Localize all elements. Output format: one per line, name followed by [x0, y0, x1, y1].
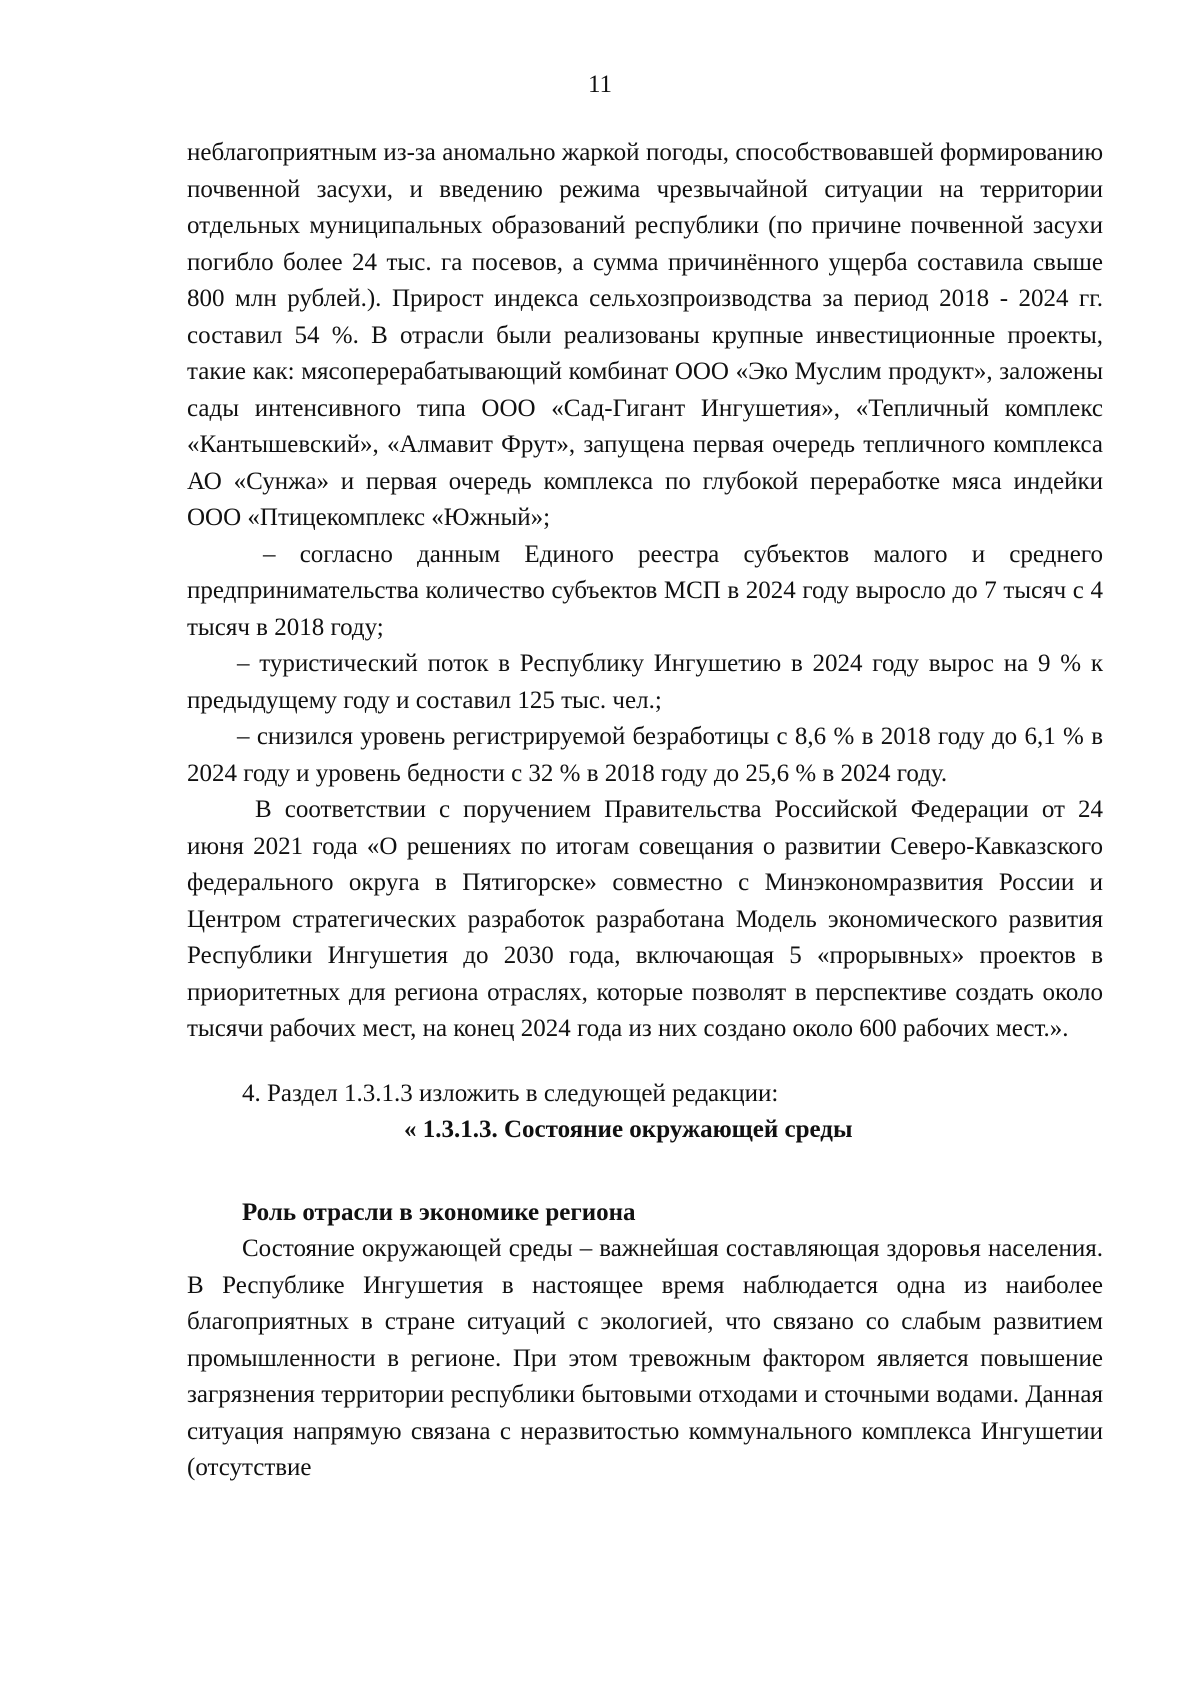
- document-body: [187, 135, 1103, 1487]
- list-item-msp: – согласно данным Единого реестра субъектов малого и среднего предпринимательства количество субъектов МСП в 2024 году выросло до 7 тысяч с 4 тысяч в 2018 году;: [187, 540, 1103, 641]
- amendment-item-4: 4. Раздел 1.3.1.3 изложить в следующей редакции:: [242, 1079, 779, 1107]
- list-item-unemployment: – снизился уровень регистрируемой безработицы с 8,6 % в 2018 году до 6,1 % в 2024 году и уровень бедности с 32 % в 2018 году до 25,6 % в 2024 году.: [187, 723, 1103, 787]
- paragraph-environment: Состояние окружающей среды – важнейшая составляющая здоровья населения. В Республике Ингушетия в настоящее время наблюдается одна из наиболее благоприятных в стране ситуаций с экологией, что связано со слабым развитием промышленности в регионе. При этом тревожным фактором является повышение загрязнения территории республики бытовыми отходами и сточными водами. Данная ситуация напрямую связана с неразвитостью коммунального комплекса Ингушетии (отсутствие: [187, 1235, 1103, 1481]
- paragraph-agriculture: неблагоприятным из-за аномально жаркой погоды, способствовавшей формированию почвенной засухи, и введению режима чрезвычайной ситуации на территории отдельных муниципальных образований республики (по причине почвенной засухи погибло более 24 тыс. га посевов, а сумма причинённого ущерба составила свыше 800 млн рублей.). Прирост индекса сельхозпроизводства за период 2018 - 2024 гг. составил 54 %. В отрасли были реализованы крупные инвестиционные проекты, такие как: мясоперерабатывающий комбинат ООО «Эко Муслим продукт», заложены сады интенсивного типа ООО «Сад-Гигант Ингушетия», «Тепличный комплекс «Кантышевский», «Алмавит Фрут», запущена первая очередь тепличного комплекса АО «Сунжа» и первая очередь комплекса по глубокой переработке мяса индейки ООО «Птицекомплекс «Южный»;: [187, 139, 1103, 531]
- page-number: 11: [587, 71, 613, 98]
- paragraph-economic-model: В соответствии с поручением Правительства Российской Федерации от 24 июня 2021 года «О решениях по итогам совещания о развитии Северо-Кавказского федерального округа в Пятигорске» совместно с Минэкономразвития России и Центром стратегических разработок разработана Модель экономического развития Республики Ингушетия до 2030 года, включающая 5 «прорывных» проектов в приоритетных для региона отраслях, которые позволят в перспективе создать около тысячи рабочих мест, на конец 2024 года из них создано около 600 рабочих мест.».: [187, 796, 1103, 1042]
- section-title: « 1.3.1.3. Состояние окружающей среды: [404, 1116, 853, 1143]
- subheading: Роль отрасли в экономике региона: [242, 1198, 636, 1226]
- list-item-tourism: – туристический поток в Республику Ингушетию в 2024 году вырос на 9 % к предыдущему году и составил 125 тыс. чел.;: [187, 650, 1103, 714]
